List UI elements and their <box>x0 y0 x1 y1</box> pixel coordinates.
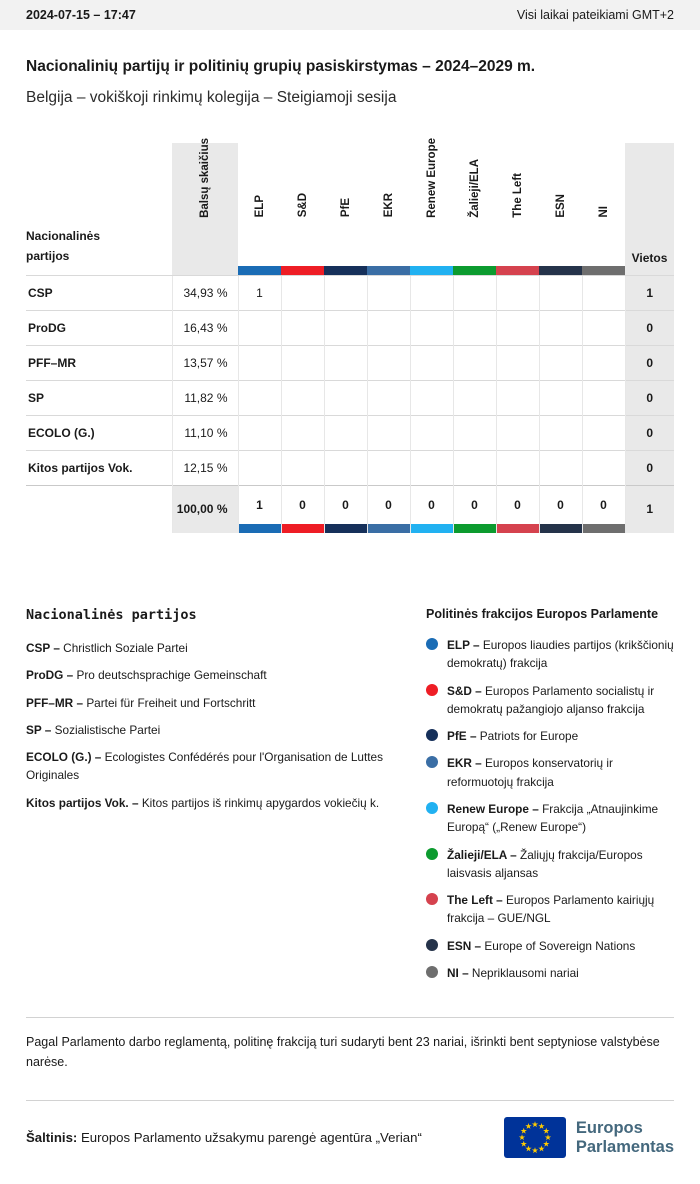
total-group-cell <box>367 485 410 533</box>
main-content <box>0 58 700 1184</box>
legend-section <box>26 607 674 991</box>
party-name-cell: Kitos partijos Vok. <box>26 450 172 485</box>
group-cell <box>496 310 539 345</box>
total-group-cell <box>238 485 281 533</box>
group-abbr: Renew Europe – <box>447 801 539 816</box>
group-color-bar <box>411 524 453 533</box>
legend-item <box>426 682 674 719</box>
legend-item <box>426 727 674 745</box>
group-cell <box>238 450 281 485</box>
group-cell <box>453 450 496 485</box>
european-parliament-logo <box>504 1117 674 1158</box>
group-cell: 1 <box>238 275 281 310</box>
group-label: ESN <box>554 193 567 218</box>
total-group-cell <box>496 485 539 533</box>
party-name-cell: SP <box>26 380 172 415</box>
column-header-party <box>26 143 172 275</box>
group-cell <box>367 345 410 380</box>
group-description <box>447 964 579 982</box>
group-color-bar <box>582 266 625 275</box>
party-name: Christlich Soziale Partei <box>63 641 188 655</box>
group-cell <box>410 310 453 345</box>
group-color-dot <box>426 802 438 814</box>
group-cell <box>281 380 324 415</box>
party-abbr: PFF–MR – <box>26 695 84 710</box>
group-name: Europos liaudies partijos (krikščionių demokratų) frakcija <box>447 638 674 671</box>
table-row <box>26 275 674 310</box>
group-color-bar <box>281 266 324 275</box>
group-cell <box>539 415 582 450</box>
group-cell <box>496 345 539 380</box>
legend-item <box>426 891 674 928</box>
group-color-bar <box>497 524 539 533</box>
legend-item <box>426 964 674 982</box>
source-label: Šaltinis: <box>26 1130 78 1146</box>
group-label: Žalieji/ELA <box>468 158 481 218</box>
logo-line1: Europos <box>575 1119 643 1138</box>
group-color-bar <box>539 266 582 275</box>
table-row <box>26 450 674 485</box>
legend-right-heading: Politinės frakcijos Europos Parlamente <box>426 607 659 621</box>
group-cell <box>582 345 625 380</box>
total-group-cell <box>539 485 582 533</box>
logo-line2: Parlamentas <box>575 1137 674 1156</box>
legend-item <box>26 748 388 785</box>
total-value: 1 <box>256 497 263 512</box>
group-cell <box>453 415 496 450</box>
total-votes-cell: 100,00 % <box>172 485 238 533</box>
group-cell <box>453 310 496 345</box>
votes-cell: 13,57 % <box>172 345 238 380</box>
table-row <box>26 415 674 450</box>
group-cell <box>367 415 410 450</box>
total-value: 0 <box>471 497 478 512</box>
group-cell <box>410 380 453 415</box>
votes-cell: 34,93 % <box>172 275 238 310</box>
group-abbr: PfE – <box>447 729 477 744</box>
group-abbr: ELP – <box>447 638 480 652</box>
group-abbr: EKR – <box>447 756 482 771</box>
footnote: Pagal Parlamento darbo reglamentą, politinę frakciją turi sudaryti bent 23 nariai, išrinkti bent septyniose valstybėse narėse. <box>26 1035 660 1070</box>
column-header-group-elp <box>238 143 281 275</box>
total-value: 0 <box>299 497 306 512</box>
group-color-dot <box>426 756 438 768</box>
votes-column-label: Balsų skaičius <box>199 137 211 218</box>
table-row <box>26 310 674 345</box>
results-table <box>26 137 674 533</box>
group-cell <box>324 345 367 380</box>
logo-wordmark <box>576 1119 674 1156</box>
group-color-bar <box>325 524 367 533</box>
group-cell <box>539 450 582 485</box>
group-color-dot <box>426 684 438 696</box>
source-text: Europos Parlamento užsakymu parengė agentūra „Verian“ <box>80 1130 422 1146</box>
group-cell <box>410 275 453 310</box>
group-label: The Left <box>511 172 524 218</box>
group-color-dot <box>426 939 438 951</box>
group-cell <box>367 275 410 310</box>
party-column-label: Nacionalinės partijos <box>26 228 101 264</box>
total-group-cell <box>281 485 324 533</box>
table-row <box>26 380 674 415</box>
group-color-bar <box>540 524 582 533</box>
group-cell <box>367 310 410 345</box>
group-label: EKR <box>382 193 395 218</box>
group-description <box>447 754 674 791</box>
total-value: 0 <box>385 497 392 512</box>
group-cell <box>539 275 582 310</box>
group-cell <box>281 450 324 485</box>
timezone-note: Visi laikai pateikiami GMT+2 <box>516 8 674 22</box>
group-cell <box>324 380 367 415</box>
source-line <box>26 1130 422 1145</box>
column-header-group-greens <box>453 143 496 275</box>
total-value: 0 <box>514 497 521 512</box>
column-header-group-pfe <box>324 143 367 275</box>
column-header-group-ni <box>582 143 625 275</box>
table-row <box>26 345 674 380</box>
group-description <box>447 800 674 837</box>
legend-left-heading: Nacionalinės partijos <box>26 607 197 623</box>
group-label: Renew Europe <box>425 137 438 218</box>
total-value: 0 <box>342 497 349 512</box>
party-name: Partei für Freiheit und Fortschritt <box>86 695 256 710</box>
seats-column-label: Vietos <box>631 250 668 265</box>
party-name: Ecologistes Confédérés pour l'Organisation de Luttes Originales <box>26 750 383 783</box>
top-bar <box>0 0 700 30</box>
group-cell <box>496 380 539 415</box>
group-label: S&D <box>296 193 309 218</box>
party-abbr: CSP – <box>26 641 60 655</box>
party-abbr: ECOLO (G.) – <box>26 750 102 765</box>
total-group-cell <box>453 485 496 533</box>
group-name: Frakcija „Atnaujinkime Europą“ („Renew Europe“) <box>447 801 659 835</box>
group-cell <box>453 380 496 415</box>
group-color-dot <box>426 848 438 860</box>
legend-item <box>26 794 388 812</box>
total-group-cell <box>410 485 453 533</box>
group-color-bar <box>282 524 324 533</box>
group-name: Europos konservatorių ir reformuotojų frakcija <box>447 756 613 789</box>
seats-cell: 0 <box>625 310 674 345</box>
votes-cell: 11,10 % <box>172 415 238 450</box>
group-cell <box>324 310 367 345</box>
group-cell <box>410 345 453 380</box>
group-label: PfE <box>339 198 352 218</box>
party-name-cell: PFF–MR <box>26 345 172 380</box>
total-empty-cell <box>26 485 172 533</box>
group-cell <box>281 345 324 380</box>
group-cell <box>410 450 453 485</box>
seats-cell: 1 <box>625 275 674 310</box>
column-header-group-left <box>496 143 539 275</box>
legend-item <box>26 721 388 739</box>
column-header-seats <box>625 143 674 275</box>
group-color-bar <box>239 524 281 533</box>
group-description <box>447 891 674 928</box>
group-name: Nepriklausomi nariai <box>471 965 579 980</box>
group-cell <box>238 380 281 415</box>
party-name: Pro deutschsprachige Gemeinschaft <box>76 668 267 683</box>
legend-item <box>426 937 674 955</box>
party-name-cell: ECOLO (G.) <box>26 415 172 450</box>
legend-item <box>26 639 388 657</box>
group-cell <box>238 345 281 380</box>
column-header-group-ekr <box>367 143 410 275</box>
page-footer <box>26 1101 674 1184</box>
group-color-bar <box>496 266 539 275</box>
group-cell <box>281 415 324 450</box>
legend-item <box>26 694 388 712</box>
report-datetime: 2024-07-15 – 17:47 <box>26 8 136 22</box>
group-cell <box>238 310 281 345</box>
group-color-bar <box>238 266 281 275</box>
group-cell <box>582 450 625 485</box>
group-color-bar <box>583 524 625 533</box>
group-cell <box>496 450 539 485</box>
group-label: NI <box>597 206 610 218</box>
group-description <box>447 727 578 745</box>
table-total-row <box>26 485 674 533</box>
votes-cell: 11,82 % <box>172 380 238 415</box>
group-name: Europe of Sovereign Nations <box>484 938 636 953</box>
group-color-dot <box>426 729 438 741</box>
legend-item <box>426 800 674 837</box>
total-group-cell <box>324 485 367 533</box>
group-color-bar <box>453 266 496 275</box>
party-name: Sozialistische Partei <box>54 722 161 737</box>
eu-flag-icon <box>504 1117 566 1158</box>
party-name-cell: ProDG <box>26 310 172 345</box>
group-cell <box>496 275 539 310</box>
group-cell <box>281 310 324 345</box>
seats-cell: 0 <box>625 345 674 380</box>
group-name: Europos Parlamento kairiųjų frakcija – GUE/NGL <box>447 893 655 926</box>
group-color-dot <box>426 638 438 650</box>
group-cell <box>453 345 496 380</box>
divider <box>26 1017 674 1018</box>
legend-item <box>426 754 674 791</box>
group-cell <box>238 415 281 450</box>
group-abbr: ESN – <box>447 938 482 953</box>
total-value: 0 <box>428 497 435 512</box>
group-description <box>447 682 674 719</box>
group-cell <box>367 380 410 415</box>
group-cell <box>324 415 367 450</box>
group-name: Patriots for Europe <box>479 729 579 744</box>
group-cell <box>324 275 367 310</box>
column-header-group-renew <box>410 137 453 275</box>
group-name: Europos Parlamento socialistų ir demokratų pažangiojo aljanso frakcija <box>447 683 655 716</box>
legend-national-parties <box>26 607 388 991</box>
group-cell <box>539 345 582 380</box>
group-color-bar <box>454 524 496 533</box>
column-header-group-sd <box>281 143 324 275</box>
column-header-group-esn <box>539 143 582 275</box>
table-header-row <box>26 143 674 275</box>
total-value: 0 <box>557 497 564 512</box>
group-color-bar <box>367 266 410 275</box>
group-cell <box>539 310 582 345</box>
seats-cell: 0 <box>625 415 674 450</box>
legend-item <box>426 846 674 883</box>
page-title: Nacionalinių partijų ir politinių grupių pasiskirstymas – 2024–2029 m. <box>26 58 536 75</box>
group-color-dot <box>426 893 438 905</box>
group-description <box>447 937 635 955</box>
group-cell <box>582 415 625 450</box>
group-abbr: Žalieji/ELA – <box>447 847 517 862</box>
total-group-cell <box>582 485 625 533</box>
column-header-votes <box>172 137 238 275</box>
group-color-bar <box>410 266 453 275</box>
group-abbr: The Left – <box>447 893 503 908</box>
group-cell <box>281 275 324 310</box>
group-color-bar <box>324 266 367 275</box>
party-name: Kitos partijos iš rinkimų apygardos vokiečių k. <box>141 795 380 810</box>
seats-cell: 0 <box>625 450 674 485</box>
legend-item <box>426 636 674 673</box>
legend-political-groups <box>426 607 674 991</box>
group-cell <box>453 275 496 310</box>
votes-cell: 12,15 % <box>172 450 238 485</box>
group-abbr: NI – <box>447 965 469 980</box>
total-seats-cell: 1 <box>625 485 674 533</box>
seats-cell: 0 <box>625 380 674 415</box>
group-cell <box>582 380 625 415</box>
party-abbr: SP – <box>26 722 52 737</box>
party-abbr: ProDG – <box>26 668 74 683</box>
page-subtitle: Belgija – vokiškoji rinkimų kolegija – Steigiamoji sesija <box>26 89 397 106</box>
total-value: 0 <box>600 497 607 512</box>
votes-cell: 16,43 % <box>172 310 238 345</box>
group-description <box>447 636 674 673</box>
group-cell <box>410 415 453 450</box>
group-color-bar <box>368 524 410 533</box>
group-name: Žaliųjų frakcija/Europos laisvasis aljansas <box>447 847 643 880</box>
legend-item <box>26 666 388 684</box>
group-color-dot <box>426 966 438 978</box>
group-cell <box>324 450 367 485</box>
party-name-cell: CSP <box>26 275 172 310</box>
party-abbr: Kitos partijos Vok. – <box>26 795 139 810</box>
group-abbr: S&D – <box>447 683 482 698</box>
group-cell <box>539 380 582 415</box>
group-description <box>447 846 674 883</box>
group-cell <box>582 310 625 345</box>
group-label: ELP <box>253 195 266 218</box>
group-cell <box>582 275 625 310</box>
group-cell <box>367 450 410 485</box>
group-cell <box>496 415 539 450</box>
